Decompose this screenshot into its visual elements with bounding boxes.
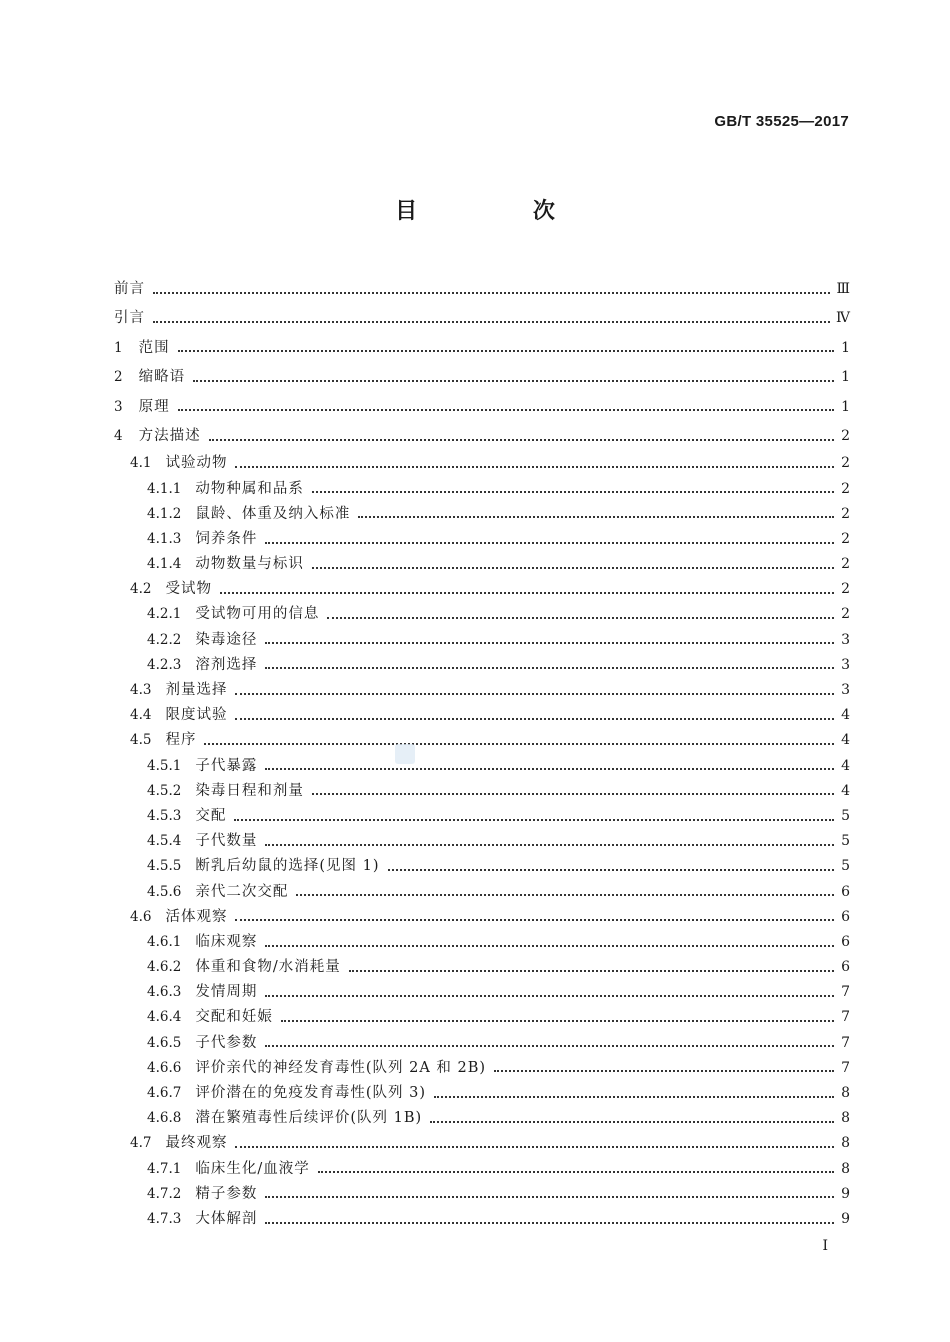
toc-entry[interactable]: [114, 804, 850, 829]
toc-entry[interactable]: [114, 1131, 850, 1156]
toc-leader-dots: [235, 693, 834, 695]
toc-entry-page: 3: [841, 656, 850, 673]
toc-entry-label: 程序: [165, 732, 197, 749]
toc-entry-number: 4.7: [130, 1135, 152, 1152]
toc-entry-page: 8: [841, 1110, 850, 1127]
toc-leader-dots: [204, 743, 834, 745]
toc-entry[interactable]: [114, 1106, 850, 1131]
toc-leader-dots: [265, 1222, 834, 1224]
toc-leader-dots: [281, 1020, 834, 1022]
toc-entry-page: 5: [841, 807, 850, 824]
toc-entry-label: 染毒日程和剂量: [195, 782, 304, 799]
toc-entry-label: 精子参数: [195, 1185, 258, 1202]
toc-entry-label: 鼠龄、体重及纳入标准: [195, 505, 351, 522]
toc-entry-page: 6: [841, 959, 850, 976]
toc-entry[interactable]: [114, 905, 850, 930]
toc-leader-dots: [265, 1045, 834, 1047]
toc-entry[interactable]: [114, 980, 850, 1005]
toc-entry-page: 1: [841, 369, 850, 386]
toc-entry-label: 评价亲代的神经发育毒性(队列 2A 和 2B): [195, 1059, 487, 1076]
toc-entry[interactable]: [114, 334, 850, 363]
toc-entry-label: 原理: [138, 398, 170, 415]
toc-entry[interactable]: [114, 577, 850, 602]
toc-entry[interactable]: [114, 363, 850, 392]
toc-entry-label: 动物种属和品系: [195, 480, 304, 497]
toc-entry[interactable]: [114, 602, 850, 627]
toc-entry[interactable]: [114, 477, 850, 502]
toc-entry-number: 4.6.5: [147, 1034, 182, 1051]
toc-entry-label: 子代参数: [195, 1034, 258, 1051]
toc-entry-number: 4.6.1: [147, 933, 182, 950]
toc-entry-label: 子代暴露: [195, 757, 258, 774]
toc-entry-label: 评价潜在的免疫发育毒性(队列 3): [195, 1085, 427, 1102]
toc-entry-page: 4: [841, 732, 850, 749]
toc-leader-dots: [235, 466, 834, 468]
toc-leader-dots: [265, 844, 834, 846]
toc-entry-number: 4.7.2: [147, 1185, 182, 1202]
toc-entry-number: 4.1: [130, 455, 152, 472]
toc-entry[interactable]: [114, 880, 850, 905]
toc-leader-dots: [318, 1171, 834, 1173]
toc-entry[interactable]: [114, 955, 850, 980]
toc-leader-dots: [349, 970, 834, 972]
toc-entry-number: 4.1.3: [147, 530, 182, 547]
toc-entry[interactable]: [114, 1005, 850, 1030]
toc-entry-number: 4.4: [130, 707, 152, 724]
toc-leader-dots: [209, 439, 834, 441]
page-title: 目 次: [395, 198, 609, 224]
toc-entry-page: 8: [841, 1135, 850, 1152]
toc-entry-number: 4: [114, 427, 123, 444]
toc-entry-number: 4.6.2: [147, 959, 182, 976]
toc-entry-number: 4.1.1: [147, 480, 182, 497]
toc-leader-dots: [153, 321, 830, 323]
toc-leader-dots: [430, 1121, 834, 1123]
toc-leader-dots: [265, 667, 834, 669]
toc-entry-page: 7: [841, 1009, 850, 1026]
toc-entry-page: 6: [841, 883, 850, 900]
toc-entry-number: 3: [114, 398, 123, 415]
toc-entry[interactable]: [114, 422, 850, 451]
toc-entry-label: 前言: [114, 281, 145, 297]
toc-entry-page: 7: [841, 984, 850, 1001]
toc-leader-dots: [265, 995, 834, 997]
toc-entry-number: 4.6.6: [147, 1059, 182, 1076]
toc-entry[interactable]: [114, 275, 850, 304]
toc-entry[interactable]: [114, 754, 850, 779]
toc-entry-number: 1: [114, 339, 123, 356]
toc-leader-dots: [265, 945, 834, 947]
toc-entry[interactable]: [114, 728, 850, 753]
toc-entry-page: 2: [841, 606, 850, 623]
toc-leader-dots: [220, 592, 834, 594]
toc-entry-number: 4.5.2: [147, 782, 182, 799]
toc-entry-number: 4.3: [130, 682, 152, 699]
toc-entry-number: 4.7.1: [147, 1160, 182, 1177]
toc-entry-page: 2: [841, 530, 850, 547]
toc-leader-dots: [296, 894, 834, 896]
toc-entry-page: 3: [841, 631, 850, 648]
toc-leader-dots: [235, 1146, 834, 1148]
toc-entry-number: 4.5.4: [147, 833, 182, 850]
toc-entry-page: 8: [841, 1085, 850, 1102]
toc-entry[interactable]: [114, 393, 850, 422]
toc-entry-label: 亲代二次交配: [195, 883, 289, 900]
toc-entry[interactable]: [114, 854, 850, 879]
toc-entry[interactable]: [114, 527, 850, 552]
toc-entry-label: 发情周期: [195, 984, 258, 1001]
toc-leader-dots: [312, 491, 834, 493]
toc-leader-dots: [388, 869, 834, 871]
toc-entry-label: 临床生化/血液学: [195, 1160, 310, 1177]
toc-entry-label: 体重和食物/水消耗量: [195, 959, 341, 976]
toc-entry-page: 1: [841, 339, 850, 356]
toc-entry-page: 7: [841, 1034, 850, 1051]
toc-entry-page: 6: [841, 933, 850, 950]
toc-entry[interactable]: [114, 653, 850, 678]
toc-entry-page: 2: [841, 505, 850, 522]
toc-leader-dots: [327, 617, 834, 619]
toc-entry[interactable]: [114, 1157, 850, 1182]
toc-entry-number: 4.5.5: [147, 858, 182, 875]
toc-entry-page: 5: [841, 858, 850, 875]
toc-entry-label: 潜在繁殖毒性后续评价(队列 1B): [195, 1110, 423, 1127]
toc-entry-label: 溶剂选择: [195, 656, 258, 673]
toc-entry-page: 4: [841, 757, 850, 774]
toc-entry-label: 剂量选择: [165, 682, 228, 699]
toc-entry-label: 动物数量与标识: [195, 556, 304, 573]
toc-entry-number: 4.2: [130, 581, 152, 598]
toc-entry-page: 9: [841, 1210, 850, 1227]
toc-entry-label: 临床观察: [195, 933, 258, 950]
toc-entry-label: 断乳后幼鼠的选择(见图 1): [195, 858, 380, 875]
toc-entry[interactable]: [114, 678, 850, 703]
toc-entry-label: 大体解剖: [195, 1210, 258, 1227]
toc-entry-number: 2: [114, 369, 123, 386]
toc-leader-dots: [265, 542, 834, 544]
toc-entry[interactable]: [114, 1056, 850, 1081]
toc-entry[interactable]: [114, 1182, 850, 1207]
toc-entry-label: 方法描述: [138, 427, 201, 444]
toc-entry-label: 试验动物: [165, 455, 228, 472]
toc-entry-page: Ⅲ: [836, 281, 850, 297]
toc-entry-page: 9: [841, 1185, 850, 1202]
toc-leader-dots: [434, 1096, 834, 1098]
toc-entry-number: 4.6: [130, 908, 152, 925]
toc-leader-dots: [235, 718, 834, 720]
toc-entry-label: 限度试验: [165, 707, 228, 724]
page-number: Ⅰ: [822, 1238, 828, 1254]
watermark-logo: [395, 744, 415, 764]
toc-entry-number: 4.6.4: [147, 1009, 182, 1026]
toc-leader-dots: [494, 1070, 834, 1072]
toc-entry[interactable]: [114, 930, 850, 955]
toc-entry-label: 范围: [138, 339, 170, 356]
toc-entry-label: 饲养条件: [195, 530, 258, 547]
toc-leader-dots: [265, 768, 834, 770]
toc-entry-number: 4.2.2: [147, 631, 182, 648]
toc-entry-number: 4.7.3: [147, 1210, 182, 1227]
toc-leader-dots: [153, 292, 830, 294]
toc-entry-page: 2: [841, 581, 850, 598]
toc-entry-number: 4.6.8: [147, 1110, 182, 1127]
toc-entry-number: 4.5.3: [147, 807, 182, 824]
toc-leader-dots: [312, 793, 834, 795]
toc-entry[interactable]: [114, 1031, 850, 1056]
toc-entry-page: 5: [841, 833, 850, 850]
toc-entry[interactable]: [114, 1081, 850, 1106]
toc-entry[interactable]: [114, 304, 850, 333]
toc-entry[interactable]: [114, 552, 850, 577]
toc-entry-number: 4.2.1: [147, 606, 182, 623]
toc-leader-dots: [265, 642, 834, 644]
toc-entry-number: 4.1.4: [147, 556, 182, 573]
toc-entry-label: 受试物: [165, 581, 212, 598]
toc-entry-label: 最终观察: [165, 1135, 228, 1152]
toc-entry[interactable]: [114, 451, 850, 476]
toc-entry-page: 2: [841, 556, 850, 573]
toc-leader-dots: [312, 567, 834, 569]
toc-entry-label: 交配和妊娠: [195, 1009, 273, 1026]
toc-entry-label: 受试物可用的信息: [195, 606, 320, 623]
toc-leader-dots: [178, 350, 834, 352]
toc-entry-number: 4.6.7: [147, 1085, 182, 1102]
toc-entry-number: 4.5.6: [147, 883, 182, 900]
toc-entry[interactable]: [114, 829, 850, 854]
toc-entry-number: 4.6.3: [147, 984, 182, 1001]
toc-entry[interactable]: [114, 1207, 850, 1232]
toc-entry-page: 4: [841, 707, 850, 724]
toc-entry-page: Ⅳ: [836, 310, 850, 327]
toc-entry-page: 8: [841, 1160, 850, 1177]
toc-entry-page: 4: [841, 782, 850, 799]
toc-entry[interactable]: [114, 628, 850, 653]
toc-entry[interactable]: [114, 779, 850, 804]
toc-entry-page: 3: [841, 682, 850, 699]
toc-leader-dots: [178, 409, 834, 411]
toc-entry-number: 4.2.3: [147, 656, 182, 673]
table-of-contents: [114, 275, 850, 1232]
toc-leader-dots: [235, 919, 834, 921]
toc-leader-dots: [358, 516, 834, 518]
toc-leader-dots: [265, 1196, 834, 1198]
toc-entry-page: 7: [841, 1059, 850, 1076]
toc-entry-number: 4.5.1: [147, 757, 182, 774]
toc-leader-dots: [234, 819, 834, 821]
standard-code: GB/T 35525—2017: [714, 113, 849, 130]
toc-entry[interactable]: [114, 703, 850, 728]
toc-entry-label: 缩略语: [138, 369, 186, 386]
toc-entry-label: 活体观察: [165, 908, 228, 925]
toc-entry[interactable]: [114, 502, 850, 527]
toc-entry-page: 6: [841, 908, 850, 925]
toc-entry-number: 4.1.2: [147, 505, 182, 522]
toc-entry-label: 子代数量: [195, 833, 258, 850]
toc-entry-label: 交配: [195, 807, 227, 824]
toc-entry-label: 染毒途径: [195, 631, 258, 648]
toc-entry-page: 2: [841, 455, 850, 472]
toc-entry-page: 1: [841, 398, 850, 415]
toc-entry-label: 引言: [114, 310, 145, 327]
toc-entry-page: 2: [841, 480, 850, 497]
toc-entry-number: 4.5: [130, 732, 152, 749]
toc-entry-page: 2: [841, 427, 850, 444]
toc-leader-dots: [193, 380, 834, 382]
